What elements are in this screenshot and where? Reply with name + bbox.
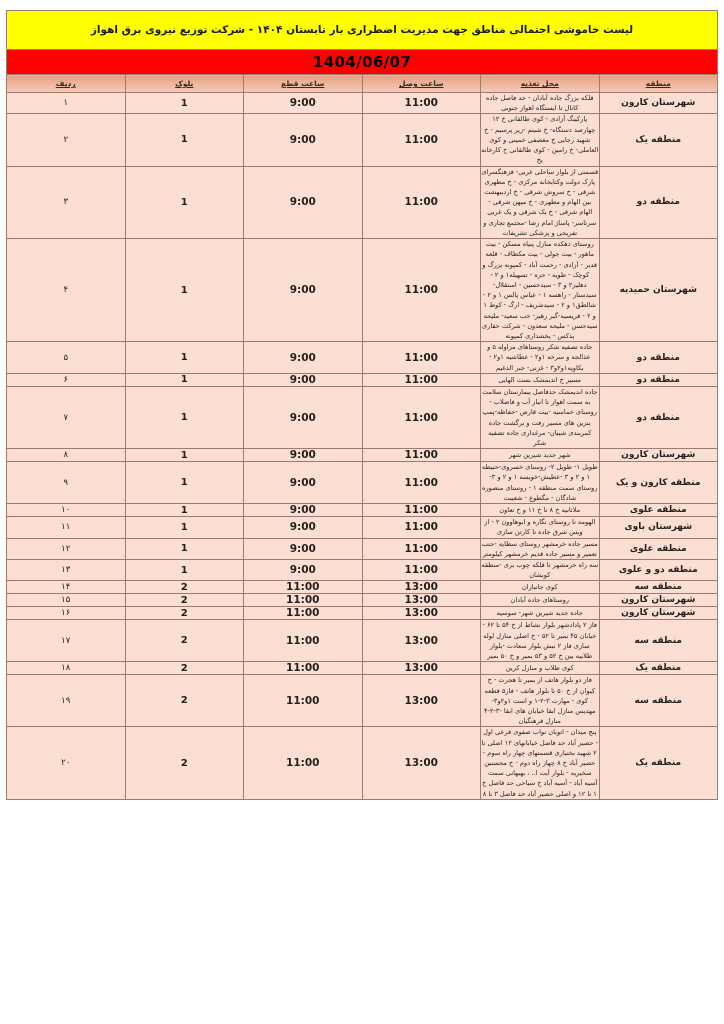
cell-address: روستاهای جاده آبادان [481, 594, 600, 607]
cell-cut-time: 9:00 [244, 449, 363, 462]
cell-region: منطقه علوی [599, 504, 718, 517]
cell-radif: ۱۶ [7, 607, 126, 620]
cell-block: 2 [125, 675, 244, 727]
column-header-row [7, 75, 718, 93]
cell-restore-time: 13:00 [362, 594, 481, 607]
cell-cut-time: 9:00 [244, 462, 363, 504]
cell-region: منطقه دو [599, 342, 718, 374]
cell-block: 1 [125, 504, 244, 517]
cell-radif: ۱ [7, 93, 126, 114]
table-row [7, 373, 718, 386]
table-row [7, 662, 718, 675]
cell-block: 1 [125, 449, 244, 462]
cell-radif: ۵ [7, 342, 126, 374]
cell-region: منطقه دو [599, 373, 718, 386]
table-body [7, 93, 718, 800]
table-row [7, 114, 718, 166]
table-row [7, 166, 718, 239]
cell-radif: ۷ [7, 386, 126, 448]
cell-address: ملاثانیه خ ۸ تا خ ۱۱ و خ تعاون [481, 504, 600, 517]
cell-address: مسیر خ اندیمشک بست الهایی [481, 373, 600, 386]
column-header-cut-time: ساعت قطع [244, 75, 363, 93]
column-header-radif: ردیف [7, 75, 126, 93]
cell-restore-time: 11:00 [362, 538, 481, 559]
cell-address: طویل ۱- طویل ۲- روستای خسروی-حنیطه ۱ و ۲ و ۳ -عطیش-خویسه ۱ و ۲ و ۳-روستای سمت منطقه ۱ - روستای منصوره شادگان - مگطوع - شعیبت [481, 463, 598, 502]
cell-block: 1 [125, 559, 244, 580]
cell-address: فاز دو بلوار هاتف از بمیر تا هجرت - خ کیوان از خ ۵۰ تا بلوار هاتف - فاز۵ قطعه کوی - مهارت ۳-۲-۱ و است ۱و۲و۳- مهدیس منازل ابقا خیابان های ابقا -۳-۲-۴ منازل فرهنگیان [481, 675, 600, 727]
cell-region: شهرستان کارون [599, 607, 718, 620]
table-row [7, 538, 718, 559]
cell-block: 2 [125, 727, 244, 800]
cell-region: منطقه یک [599, 114, 718, 166]
cell-cut-time: 9:00 [244, 342, 363, 374]
cell-restore-time: 11:00 [362, 373, 481, 386]
cell-restore-time: 13:00 [362, 675, 481, 727]
cell-radif: ۴ [7, 239, 126, 342]
column-header-region: منطقه [599, 75, 718, 93]
cell-radif: ۱۹ [7, 675, 126, 727]
column-header-address: محل تغذیه [481, 75, 600, 93]
table-row [7, 342, 718, 374]
table-row [7, 675, 718, 727]
cell-restore-time: 13:00 [362, 662, 481, 675]
cell-restore-time: 11:00 [362, 559, 481, 580]
table-row [7, 607, 718, 620]
table-row [7, 727, 718, 800]
cell-radif: ۸ [7, 449, 126, 462]
page-title: لیست خاموشی احتمالی مناطق جهت مدیریت اضطراری بار تابستان ۱۴۰۴ - شرکت توزیع نیروی برق اهواز [7, 11, 718, 50]
cell-block: 2 [125, 594, 244, 607]
column-header-restore-time: ساعت وصل [362, 75, 481, 93]
cell-cut-time: 9:00 [244, 239, 363, 342]
cell-cut-time: 9:00 [244, 93, 363, 114]
cell-region: منطقه دو [599, 166, 718, 239]
cell-cut-time: 9:00 [244, 504, 363, 517]
cell-address: فاز ۲ پادادشهر بلوار نشاط از خ ۵۴ تا ۶۲ - خیابان ۴۵ بمیر تا ۵۲ - خ اصلی منازل لوله سازی فاز ۲ نبش بلوار سعادت -بلوار طلاییه بین خ ۵۲ و ۵۳ بمیر و خ ۵۰ بمیر [482, 621, 598, 661]
cell-block: 1 [125, 166, 244, 239]
cell-address: پارکینگ آزادی - کوی طالقانی خ ۱۲ چهارصد دستگاه- خ شبنم -زیر پرسیم - خ شهید رجایی خ معصفی خمینی و کوی العاملی- خ رامین - کوی طالقانی خ کارخانه یخ [481, 115, 599, 165]
table-row [7, 449, 718, 462]
cell-region: منطقه یک [599, 727, 718, 800]
outage-table [6, 10, 718, 800]
cell-restore-time: 11:00 [362, 449, 481, 462]
title-row [7, 11, 718, 50]
cell-restore-time: 11:00 [362, 517, 481, 538]
cell-block: 1 [125, 462, 244, 504]
table-row [7, 559, 718, 580]
cell-block: 2 [125, 581, 244, 594]
cell-region: منطقه یک [599, 662, 718, 675]
cell-restore-time: 11:00 [362, 462, 481, 504]
cell-region: منطقه کارون و یک [599, 462, 718, 504]
cell-radif: ۲۰ [7, 727, 126, 800]
cell-cut-time: 9:00 [244, 559, 363, 580]
cell-radif: ۱۴ [7, 581, 126, 594]
cell-radif: ۱۲ [7, 538, 126, 559]
cell-region: شهرستان کارون [599, 594, 718, 607]
cell-region: شهرستان حمیدیه [599, 239, 718, 342]
cell-restore-time: 13:00 [362, 581, 481, 594]
cell-cut-time: 9:00 [244, 373, 363, 386]
cell-radif: ۹ [7, 462, 126, 504]
cell-address: جاده اندیمشک حدفاصل بیمارستان سلامت به سمت اهواز تا انبار آب و فاضلاب - روستای خماسیه -بیت قارص -حفاظه-پمپ بنزین های مسیر رفت و برگشت جاده کمربندی شیبان- مرغداری جاده تصفیه شکر [482, 387, 598, 447]
cell-region: شهرستان کارون [599, 449, 718, 462]
cell-address: مسیر جاده خرمشهر روستای سطایه -جنب تعمیر و مسیر جاده قدیم خرمشهر کیلومتر [481, 539, 598, 558]
cell-address: جاده جدید شیرین شهر- سوسیه [481, 607, 600, 620]
cell-region: منطقه سه [599, 581, 718, 594]
cell-cut-time: 11:00 [244, 675, 363, 727]
table-row [7, 504, 718, 517]
cell-address: شهر جدید شیرین شهر [481, 449, 600, 462]
cell-region: منطقه سه [599, 675, 718, 727]
table-row [7, 239, 718, 342]
cell-cut-time: 9:00 [244, 538, 363, 559]
cell-block: 2 [125, 620, 244, 662]
cell-cut-time: 9:00 [244, 166, 363, 239]
cell-restore-time: 11:00 [362, 342, 481, 374]
cell-address: قسمتی از بلوار ساحلی غربی- فرهنگسرای پارک دولت وکتابخانه مرکزی - خ مطهری شرقی - خ سروش شرقی - خ اردیبهشت بین الهام و مطهری - خ میهن شرقی - الهام شرقی - خ یک شرقی و یک غربی سرتاسر- پاساژ امام رضا -مجتمع تجاری و تفریحی و پزشکی تشریفات [481, 167, 599, 237]
table-row [7, 581, 718, 594]
cell-block: 1 [125, 386, 244, 448]
cell-block: 1 [125, 517, 244, 538]
cell-restore-time: 13:00 [362, 607, 481, 620]
cell-block: 1 [125, 239, 244, 342]
cell-block: 1 [125, 114, 244, 166]
cell-radif: ۱۵ [7, 594, 126, 607]
cell-cut-time: 11:00 [244, 662, 363, 675]
cell-cut-time: 11:00 [244, 620, 363, 662]
cell-block: 1 [125, 93, 244, 114]
cell-radif: ۱۷ [7, 620, 126, 662]
table-row [7, 462, 718, 504]
column-header-block: بلوک [125, 75, 244, 93]
table-row [7, 386, 718, 448]
cell-restore-time: 11:00 [362, 504, 481, 517]
cell-cut-time: 11:00 [244, 594, 363, 607]
cell-address: پنج میدان - اتوبان نواب صفوی فرعی اول - حصیر آباد حد فاصل خیابانهای ۱۲ اصلی تا ۲ شهید بختیاری قسمتهای چهار راه سوم - حصیر آباد خ ۸ چهار راه دوم - خ محسنین سخیریه - بلوار آیت ا.. ، بهبهانی سمت آسیه آباد - آسیه آباد خ سیاحی حد فاصل خ ۱ تا ۱۲ و اصلی حصیر آباد حد فاصل ۳ تا ۸ [481, 728, 598, 798]
cell-address: سه راه خرمشهر تا فلکه چوب بری -منطقه کوبشان [481, 560, 599, 580]
cell-radif: ۱۸ [7, 662, 126, 675]
cell-block: 1 [125, 538, 244, 559]
cell-region: منطقه دو [599, 386, 718, 448]
cell-address: کوی جانبازان [481, 581, 600, 594]
cell-address: کوی طلاب و منازل کرین [481, 662, 600, 675]
table-row [7, 517, 718, 538]
cell-radif: ۳ [7, 166, 126, 239]
cell-radif: ۱۱ [7, 517, 126, 538]
cell-cut-time: 11:00 [244, 607, 363, 620]
cell-radif: ۶ [7, 373, 126, 386]
table-row [7, 93, 718, 114]
schedule-date: 1404/06/07 [7, 50, 718, 75]
cell-restore-time: 11:00 [362, 93, 481, 114]
cell-restore-time: 13:00 [362, 620, 481, 662]
cell-radif: ۱۰ [7, 504, 126, 517]
cell-block: 1 [125, 373, 244, 386]
table-row [7, 620, 718, 662]
cell-region: منطقه سه [599, 620, 718, 662]
cell-cut-time: 11:00 [244, 727, 363, 800]
cell-cut-time: 9:00 [244, 517, 363, 538]
table-row [7, 594, 718, 607]
date-row [7, 50, 718, 75]
cell-cut-time: 9:00 [244, 386, 363, 448]
cell-cut-time: 9:00 [244, 114, 363, 166]
cell-radif: ۱۳ [7, 559, 126, 580]
cell-address: فلکه بزرگ جاده آبادان - حد فاصل جاده کانال تا ایستگاه اهواز جنوبی [481, 93, 600, 114]
cell-region: شهرستان باوی [599, 517, 718, 538]
table-head [7, 11, 718, 93]
cell-restore-time: 11:00 [362, 239, 481, 342]
cell-restore-time: 11:00 [362, 114, 481, 166]
cell-radif: ۲ [7, 114, 126, 166]
cell-restore-time: 13:00 [362, 727, 481, 800]
cell-region: منطقه دو و علوی [599, 559, 718, 580]
cell-address: روستای دهکده منازل پنیاه مسکن - بیت ماهور - بیت جولی - بیت مکطاف - قلعه قدیر - آزادی - رحمت آباد - کمپونه بزرگ و کوچک - طویه - حزه - تسهیله۱ و ۲ - دهلیز۲ و ۳ - سیدحسین - استقلال- سیدستار - راهسه ۱ - عباس پالس ۱ و ۲ - شالطق۱ و ۲ - سیدشریف - ارگ - کوط ۱ و ۲ - فریسیه-گبر زهیر- خب سعید- ملیحه سیدحسن - ملیحه سعدون - شرکت حفاری پدکس - پخشداری کمپونه [481, 240, 598, 341]
cell-block: 2 [125, 662, 244, 675]
cell-address: جاده تصفیه شکر روستاهای مزاوله ۵ و عذالجه و سرخه ۱و۲ - عطاشیه ۱و۲ - یکاویه۱و۲و۳ - غزنی- جبر الدغیم [481, 342, 600, 374]
cell-restore-time: 11:00 [362, 386, 481, 448]
cell-block: 2 [125, 607, 244, 620]
cell-restore-time: 11:00 [362, 166, 481, 239]
cell-region: منطقه علوی [599, 538, 718, 559]
cell-address: الهومه تا روستای نگاره و ابوهاوون ۲ - از ویس شرق جاده تا کارتن سازی [481, 517, 600, 538]
cell-block: 1 [125, 342, 244, 374]
cell-cut-time: 11:00 [244, 581, 363, 594]
cell-region: شهرستان کارون [599, 93, 718, 114]
